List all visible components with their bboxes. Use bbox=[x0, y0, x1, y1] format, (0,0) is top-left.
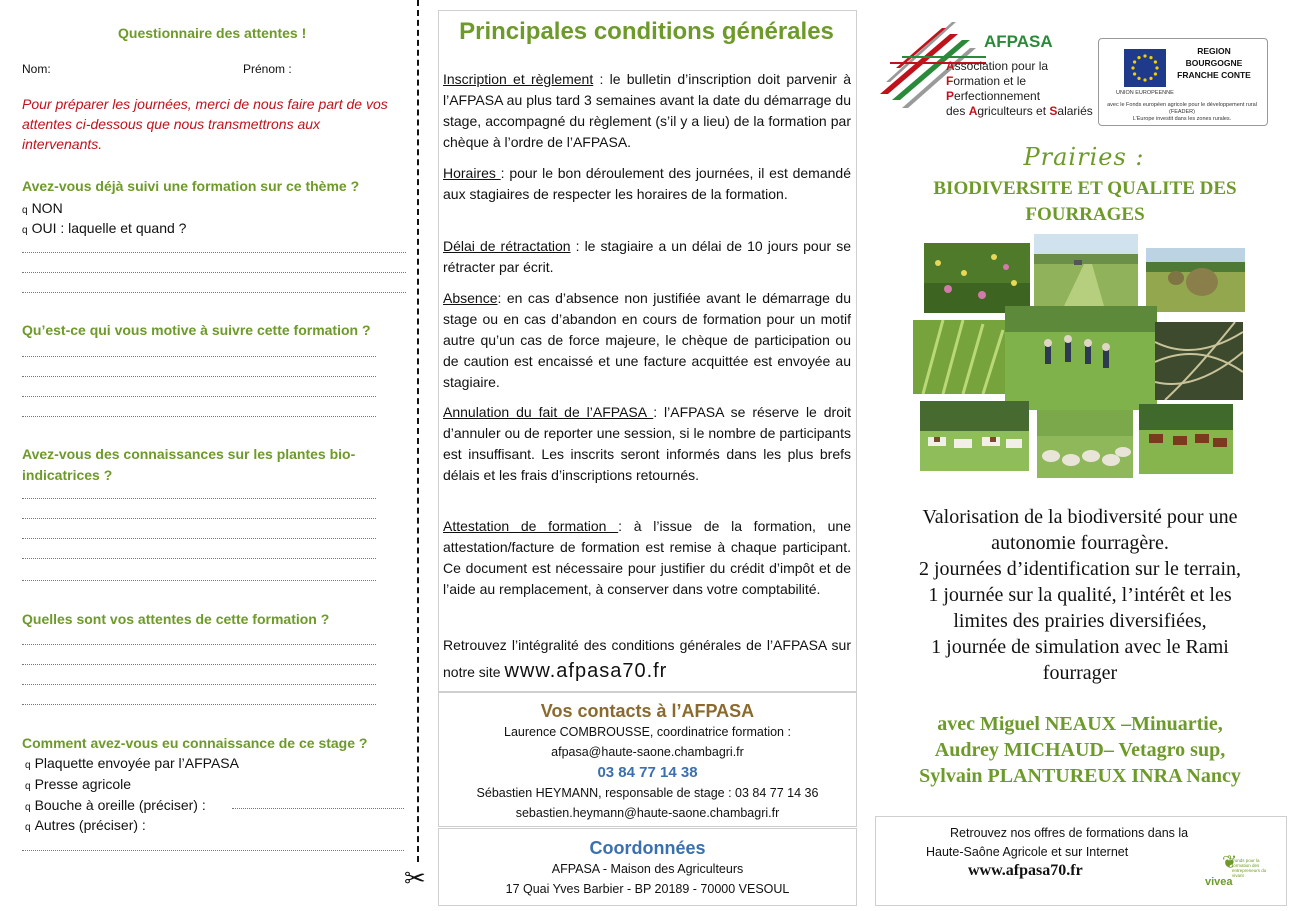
eu-foot-line: L’Europe investit dans les zones rurales. bbox=[1132, 116, 1232, 122]
contact-email-1[interactable]: afpasa@haute-saone.chambagri.fr bbox=[551, 745, 744, 759]
condition-heading: Horaires bbox=[443, 165, 501, 181]
offers-line-1: Retrouvez nos offres de formations dans la bbox=[950, 826, 1189, 840]
condition-heading: Inscription et règlement bbox=[443, 71, 594, 87]
question-1: Avez-vous déjà suivi une formation sur ce thème ? bbox=[22, 178, 360, 194]
org-initial: P bbox=[946, 89, 955, 103]
condition-text: : à l’issue de la formation, une attestation/facture de formation est remise à chaque participant. Ce document est nécessaire pour justifier du crédit d’impôt et de l’aide au remplacement, à conserver dans votre comptabilité. bbox=[443, 518, 851, 597]
condition-absence bbox=[443, 288, 851, 393]
org-initial: S bbox=[1049, 104, 1058, 118]
answer-line[interactable] bbox=[22, 664, 376, 665]
answer-line[interactable] bbox=[22, 356, 376, 357]
nom-label: Nom: bbox=[22, 62, 51, 76]
contacts-title: Vos contacts à l’AFPASA bbox=[540, 701, 755, 721]
option-label: Plaquette envoyée par l’AFPASA bbox=[34, 755, 239, 771]
prenom-label: Prénom : bbox=[243, 62, 292, 76]
org-word: ormation et le bbox=[953, 74, 1027, 88]
cut-line bbox=[417, 0, 419, 862]
scissors-icon: ✂ bbox=[404, 863, 426, 893]
website-link[interactable]: www.afpasa70.fr bbox=[504, 660, 668, 682]
option-label: Presse agricole bbox=[34, 776, 132, 792]
option-label: NON bbox=[31, 200, 63, 216]
description-line: autonomie fourragère. bbox=[991, 532, 1169, 554]
org-word: griculteurs et bbox=[977, 104, 1050, 118]
condition-heading: Annulation du fait de l’AFPASA bbox=[443, 404, 654, 420]
cover-title: Prairies : bbox=[1023, 143, 1145, 171]
answer-line[interactable] bbox=[22, 396, 376, 397]
org-initial: A bbox=[946, 59, 955, 73]
condition-annulation bbox=[443, 402, 851, 486]
conditions-title: Principales conditions générales bbox=[459, 18, 834, 45]
description-line: 1 journée de simulation avec le Rami bbox=[931, 636, 1229, 658]
answer-line[interactable] bbox=[22, 538, 376, 539]
speaker-line: avec Miguel NEAUX –Minuartie, bbox=[937, 713, 1223, 735]
vivea-logo: vivea bbox=[1205, 876, 1233, 888]
condition-text: : l’AFPASA se réserve le droit d’annuler ou de reporter une session, si le nombre de participants est insuffisant. Les inscrits seront informés dans les plus brefs délais et les frais d’inscriptions retournés. bbox=[443, 404, 851, 483]
question-3: Avez-vous des connaissances sur les plantes bio-indicatrices ? bbox=[22, 446, 356, 483]
question-2: Qu’est-ce qui vous motive à suivre cette formation ? bbox=[22, 322, 371, 338]
checkbox-icon: q bbox=[25, 760, 31, 771]
org-word: alariés bbox=[1057, 104, 1093, 118]
photo-horses bbox=[1139, 404, 1233, 474]
coordonnees-line-1: AFPASA - Maison des Agriculteurs bbox=[551, 862, 744, 876]
offers-website-link[interactable]: www.afpasa70.fr bbox=[968, 862, 1083, 879]
conditions-retrouvez bbox=[443, 632, 851, 685]
region-logo-text: REGION BOURGOGNE FRANCHE CONTE bbox=[1177, 46, 1251, 80]
answer-line[interactable] bbox=[22, 376, 376, 377]
vivea-leaf-icon: ❦ bbox=[1222, 852, 1238, 872]
option-label: OUI : laquelle et quand ? bbox=[31, 220, 187, 236]
option-presse[interactable] bbox=[25, 774, 131, 797]
photo-grass-blades bbox=[913, 320, 1006, 394]
question-5: Comment avez-vous eu connaissance de ce stage ? bbox=[22, 735, 368, 751]
answer-line[interactable] bbox=[22, 416, 376, 417]
coordonnees-title: Coordonnées bbox=[589, 838, 706, 858]
answer-line[interactable] bbox=[22, 272, 406, 273]
condition-horaires bbox=[443, 163, 851, 205]
condition-text: : le stagiaire a un délai de 10 jours pour se rétracter par écrit. bbox=[443, 238, 851, 275]
eu-foot-line: avec le Fonds européen agricole pour le développement rural (FEADER) bbox=[1107, 102, 1257, 115]
retrouvez-text: Retrouvez l’intégralité des conditions générales de l’AFPASA sur notre site bbox=[443, 637, 851, 680]
description-line: fourrager bbox=[1042, 662, 1118, 684]
photo-flowers bbox=[924, 243, 1030, 313]
option-autres[interactable] bbox=[25, 815, 146, 838]
answer-line[interactable] bbox=[22, 644, 376, 645]
afpasa-name: AFPASA bbox=[984, 32, 1053, 51]
condition-heading: Délai de rétractation bbox=[443, 238, 571, 254]
condition-delai bbox=[443, 236, 851, 278]
condition-attestation bbox=[443, 516, 851, 600]
option-plaquette[interactable] bbox=[25, 753, 239, 776]
speakers bbox=[876, 711, 1284, 789]
contact-email-2[interactable]: sebastien.heymann@haute-saone.chambagri.fr bbox=[515, 806, 780, 820]
speaker-line: Sylvain PLANTUREUX INRA Nancy bbox=[919, 765, 1241, 787]
subtitle-line: BIODIVERSITE ET QUALITE DES bbox=[933, 178, 1237, 199]
afpasa-fullname bbox=[946, 59, 1093, 119]
description-line: 2 journées d’identification sur le terrain, bbox=[918, 558, 1242, 580]
checkbox-icon: q bbox=[25, 781, 31, 792]
org-word: erfectionnement bbox=[954, 89, 1041, 103]
answer-line[interactable] bbox=[22, 558, 376, 559]
description-line: limites des prairies diversifiées, bbox=[953, 610, 1207, 632]
photo-group-in-meadow bbox=[1005, 306, 1157, 410]
eu-label: UNION EUROPEENNE bbox=[1116, 90, 1174, 96]
org-initial: A bbox=[968, 104, 978, 118]
questionnaire-title: Questionnaire des attentes ! bbox=[118, 25, 307, 41]
speaker-line: Audrey MICHAUD– Vetagro sup, bbox=[934, 739, 1226, 761]
answer-line[interactable] bbox=[22, 850, 404, 851]
contact-line-2: Sébastien HEYMANN, responsable de stage : 03 84 77 14 36 bbox=[476, 786, 819, 800]
org-initial: F bbox=[946, 74, 954, 88]
vivea-tagline: Fonds pour la formation des entrepreneurs du vivant bbox=[1232, 858, 1267, 878]
answer-line[interactable] bbox=[22, 252, 406, 253]
eu-flag-icon bbox=[1124, 49, 1166, 87]
photo-sheep bbox=[1037, 410, 1133, 478]
condition-heading: Attestation de formation bbox=[443, 518, 619, 534]
contact-phone: 03 84 77 14 38 bbox=[597, 764, 698, 781]
answer-line[interactable] bbox=[22, 580, 376, 581]
condition-heading: Absence bbox=[443, 290, 498, 306]
answer-line[interactable] bbox=[232, 808, 404, 809]
answer-line[interactable] bbox=[22, 684, 376, 685]
condition-text: : le bulletin d’inscription doit parvenir à l’AFPASA au plus tard 3 semaines avant la date du démarrage du stage, accompagné du règlement (s’il y a lieu) de la formation par chèque à l’ordre de l’AFPASA. bbox=[443, 71, 851, 150]
checkbox-icon: q bbox=[22, 225, 28, 236]
description-line: Valorisation de la biodiversité pour une bbox=[922, 506, 1238, 528]
photo-field-tractor bbox=[1034, 234, 1138, 306]
subtitle-line: FOURRAGES bbox=[1025, 204, 1145, 225]
condition-text: : en cas d’absence non justifiée avant le démarrage du stage ou en cas d’abandon en cours de formation pour un motif autre qu’un cas de force majeure, le chèque de participation ou de caution est encaissé et une facture acquittée est envoyée au stagiaire. bbox=[443, 290, 851, 390]
org-word: des bbox=[946, 104, 969, 118]
checkbox-icon: q bbox=[25, 822, 31, 833]
description-line: 1 journée sur la qualité, l’intérêt et les bbox=[928, 584, 1232, 606]
org-word: ssociation pour la bbox=[954, 59, 1049, 73]
option-oui[interactable] bbox=[22, 218, 186, 241]
training-description bbox=[876, 504, 1284, 686]
eu-feader-text bbox=[1100, 102, 1264, 123]
photo-hay-bales bbox=[1146, 248, 1245, 312]
contacts-box bbox=[438, 692, 857, 827]
condition-text: : pour le bon déroulement des journées, il est demandé aux stagiaires de respecter les horaires de la formation. bbox=[443, 165, 851, 202]
answer-line[interactable] bbox=[22, 292, 406, 293]
contact-line-1: Laurence COMBROUSSE, coordinatrice formation : bbox=[504, 725, 791, 739]
cover-subtitle bbox=[900, 176, 1270, 228]
checkbox-icon: q bbox=[25, 802, 31, 813]
answer-line[interactable] bbox=[22, 704, 376, 705]
question-4: Quelles sont vos attentes de cette formation ? bbox=[22, 611, 330, 627]
checkbox-icon: q bbox=[22, 205, 28, 216]
coordonnees-line-2: 17 Quai Yves Barbier - BP 20189 - 70000 VESOUL bbox=[505, 882, 790, 896]
offers-line-2: Haute-Saône Agricole et sur Internet bbox=[926, 845, 1129, 859]
condition-inscription bbox=[443, 69, 851, 153]
coordonnees-box bbox=[438, 828, 857, 906]
option-label: Autres (préciser) : bbox=[34, 817, 146, 833]
questionnaire-intro: Pour préparer les journées, merci de nous faire part de vos attentes ci-dessous que nous transmettrons aux intervenants. bbox=[22, 96, 388, 152]
answer-line[interactable] bbox=[22, 498, 376, 499]
photo-cows bbox=[920, 401, 1029, 471]
questionnaire-panel bbox=[0, 0, 418, 911]
photo-dry-forage bbox=[1155, 322, 1243, 400]
answer-line[interactable] bbox=[22, 518, 376, 519]
option-label: Bouche à oreille (préciser) : bbox=[34, 797, 206, 813]
